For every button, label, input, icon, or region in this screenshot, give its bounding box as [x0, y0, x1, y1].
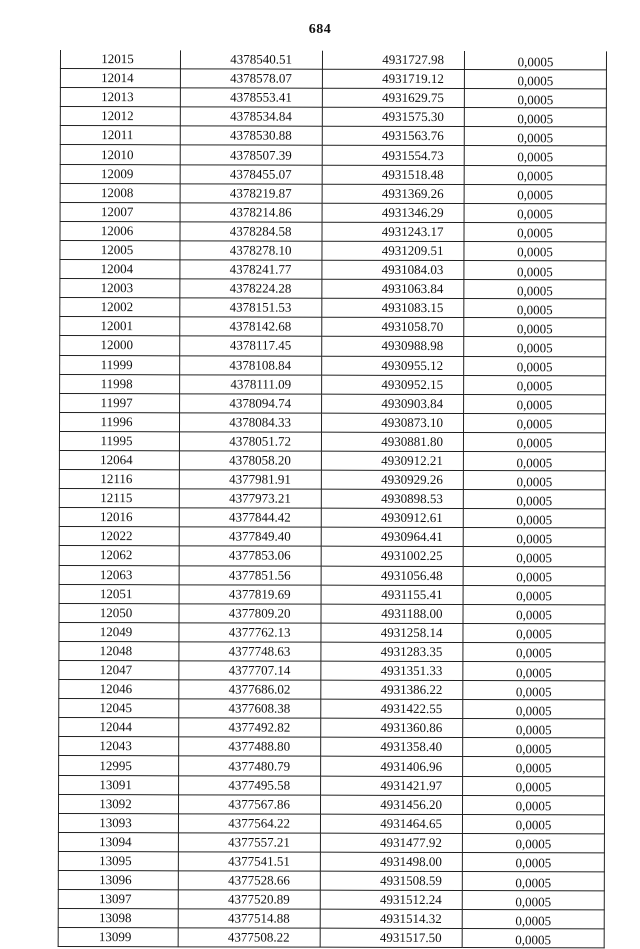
- point-number-cell: 12044: [59, 718, 179, 737]
- point-number-cell: 12011: [60, 126, 180, 145]
- error-value-cell: 0,0005: [464, 51, 606, 70]
- x-coordinate-cell: 4377564.22: [178, 814, 320, 833]
- x-coordinate-cell: 4378534.84: [180, 107, 322, 126]
- table-row: [60, 145, 606, 166]
- point-number-cell: 12062: [59, 546, 179, 565]
- y-coordinate-cell: 4930964.41: [321, 528, 463, 547]
- point-number-cell: 11996: [60, 412, 180, 431]
- y-coordinate-cell: 4931456.20: [321, 795, 463, 814]
- x-coordinate-cell: 4377686.02: [179, 680, 321, 699]
- point-number-cell: 12050: [59, 603, 179, 622]
- x-coordinate-cell: 4377488.80: [179, 737, 321, 756]
- error-value-cell: 0,0005: [462, 891, 604, 910]
- y-coordinate-cell: 4931243.17: [322, 222, 464, 241]
- y-coordinate-cell: 4931084.03: [322, 260, 464, 279]
- error-value-cell: 0,0005: [462, 910, 604, 929]
- y-coordinate-cell: 4931406.96: [321, 757, 463, 776]
- y-coordinate-cell: 4931498.00: [320, 852, 462, 871]
- x-coordinate-cell: 4377851.56: [179, 565, 321, 584]
- error-value-cell: 0,0005: [463, 471, 605, 490]
- error-value-cell: 0,0005: [464, 261, 606, 280]
- point-number-cell: 13096: [58, 871, 178, 890]
- x-coordinate-cell: 4378284.58: [180, 222, 322, 241]
- error-value-cell: 0,0005: [463, 700, 605, 719]
- error-value-cell: 0,0005: [464, 356, 606, 375]
- error-value-cell: 0,0005: [463, 662, 605, 681]
- table-row: [58, 909, 604, 930]
- y-coordinate-cell: 4930988.98: [322, 337, 464, 356]
- x-coordinate-cell: 4378540.51: [180, 50, 322, 69]
- point-number-cell: 12051: [59, 584, 179, 603]
- point-number-cell: 12001: [60, 317, 180, 336]
- table-row: [59, 603, 605, 624]
- error-value-cell: 0,0005: [463, 776, 605, 795]
- error-value-cell: 0,0005: [462, 872, 604, 891]
- y-coordinate-cell: 4931058.70: [322, 317, 464, 336]
- y-coordinate-cell: 4931554.73: [322, 146, 464, 165]
- error-value-cell: 0,0005: [463, 490, 605, 509]
- point-number-cell: 13097: [58, 890, 178, 909]
- x-coordinate-cell: 4378108.84: [180, 355, 322, 374]
- table-row: [60, 107, 606, 128]
- y-coordinate-cell: 4931155.41: [321, 585, 463, 604]
- y-coordinate-cell: 4931358.40: [321, 738, 463, 757]
- point-number-cell: 12116: [59, 470, 179, 489]
- table-row: [59, 775, 605, 796]
- point-number-cell: 12014: [60, 69, 180, 88]
- x-coordinate-cell: 4377849.40: [179, 527, 321, 546]
- x-coordinate-cell: 4378278.10: [180, 241, 322, 260]
- y-coordinate-cell: 4930873.10: [322, 413, 464, 432]
- table-row: [60, 88, 606, 109]
- point-number-cell: 12049: [59, 622, 179, 641]
- y-coordinate-cell: 4931063.84: [322, 279, 464, 298]
- x-coordinate-cell: 4377492.82: [179, 718, 321, 737]
- table-row: [59, 718, 605, 739]
- error-value-cell: 0,0005: [463, 604, 605, 623]
- error-value-cell: 0,0005: [463, 719, 605, 738]
- y-coordinate-cell: 4931512.24: [320, 890, 462, 909]
- y-coordinate-cell: 4931514.32: [320, 909, 462, 928]
- table-row: [60, 298, 606, 319]
- error-value-cell: 0,0005: [463, 566, 605, 585]
- table-row: [59, 756, 605, 777]
- x-coordinate-cell: 4378241.77: [180, 260, 322, 279]
- y-coordinate-cell: 4931727.98: [322, 51, 464, 70]
- error-value-cell: 0,0005: [463, 623, 605, 642]
- y-coordinate-cell: 4931258.14: [321, 623, 463, 642]
- error-value-cell: 0,0005: [464, 413, 606, 432]
- error-value-cell: 0,0005: [463, 452, 605, 471]
- error-value-cell: 0,0005: [463, 432, 605, 451]
- y-coordinate-cell: 4931508.59: [320, 871, 462, 890]
- y-coordinate-cell: 4930898.53: [321, 489, 463, 508]
- point-number-cell: 12046: [59, 680, 179, 699]
- table-row: [59, 622, 605, 643]
- table-row: [60, 221, 606, 242]
- table-row: [60, 50, 606, 70]
- y-coordinate-cell: 4931386.22: [321, 680, 463, 699]
- error-value-cell: 0,0005: [464, 299, 606, 318]
- page-number: 684: [308, 22, 332, 37]
- table-row: [59, 660, 605, 681]
- y-coordinate-cell: 4931575.30: [322, 107, 464, 126]
- point-number-cell: 11997: [60, 393, 180, 412]
- error-value-cell: 0,0005: [464, 241, 606, 260]
- error-value-cell: 0,0005: [464, 280, 606, 299]
- point-number-cell: 12010: [60, 145, 180, 164]
- y-coordinate-cell: 4931002.25: [321, 547, 463, 566]
- y-coordinate-cell: 4931517.50: [320, 928, 462, 947]
- table-row: [59, 565, 605, 586]
- error-value-cell: 0,0005: [464, 108, 606, 127]
- point-number-cell: 12007: [60, 202, 180, 221]
- error-value-cell: 0,0005: [463, 757, 605, 776]
- error-value-cell: 0,0005: [462, 814, 604, 833]
- y-coordinate-cell: 4930929.26: [321, 470, 463, 489]
- point-number-cell: 12004: [60, 260, 180, 279]
- x-coordinate-cell: 4377520.89: [178, 890, 320, 909]
- x-coordinate-cell: 4377495.58: [179, 775, 321, 794]
- x-coordinate-cell: 4377981.91: [179, 470, 321, 489]
- x-coordinate-cell: 4377762.13: [179, 623, 321, 642]
- error-value-cell: 0,0005: [463, 509, 605, 528]
- point-number-cell: 12047: [59, 660, 179, 679]
- x-coordinate-cell: 4377819.69: [179, 584, 321, 603]
- x-coordinate-cell: 4377480.79: [179, 756, 321, 775]
- y-coordinate-cell: 4931422.55: [321, 699, 463, 718]
- table-row: [60, 69, 606, 90]
- table-row: [60, 355, 606, 376]
- table-row: [59, 508, 605, 529]
- table-row: [59, 680, 605, 701]
- point-number-cell: 13099: [58, 928, 178, 947]
- error-value-cell: 0,0005: [463, 642, 605, 661]
- table-row: [60, 126, 606, 147]
- error-value-cell: 0,0005: [464, 184, 606, 203]
- error-value-cell: 0,0005: [464, 337, 606, 356]
- x-coordinate-cell: 4377557.21: [178, 833, 320, 852]
- y-coordinate-cell: 4930912.21: [321, 451, 463, 470]
- error-value-cell: 0,0005: [464, 203, 606, 222]
- x-coordinate-cell: 4378117.45: [180, 336, 322, 355]
- y-coordinate-cell: 4930881.80: [321, 432, 463, 451]
- x-coordinate-cell: 4378214.86: [180, 203, 322, 222]
- x-coordinate-cell: 4378151.53: [180, 298, 322, 317]
- point-number-cell: 12012: [60, 107, 180, 126]
- error-value-cell: 0,0005: [463, 547, 605, 566]
- table-row: [60, 202, 606, 223]
- x-coordinate-cell: 4377748.63: [179, 642, 321, 661]
- table-row: [59, 546, 605, 567]
- y-coordinate-cell: 4931083.15: [322, 298, 464, 317]
- error-value-cell: 0,0005: [464, 89, 606, 108]
- x-coordinate-cell: 4378051.72: [179, 432, 321, 451]
- error-value-cell: 0,0005: [464, 127, 606, 146]
- y-coordinate-cell: 4930912.61: [321, 508, 463, 527]
- point-number-cell: 12063: [59, 565, 179, 584]
- table-row: [58, 890, 604, 911]
- table-row: [60, 317, 606, 338]
- y-coordinate-cell: 4931351.33: [321, 661, 463, 680]
- point-number-cell: 12995: [59, 756, 179, 775]
- error-value-cell: 0,0005: [463, 795, 605, 814]
- error-value-cell: 0,0005: [464, 318, 606, 337]
- table-row: [60, 374, 606, 395]
- x-coordinate-cell: 4378224.28: [180, 279, 322, 298]
- point-number-cell: 12000: [60, 336, 180, 355]
- point-number-cell: 12015: [60, 50, 180, 69]
- error-value-cell: 0,0005: [464, 375, 606, 394]
- x-coordinate-cell: 4378084.33: [180, 413, 322, 432]
- error-value-cell: 0,0005: [464, 146, 606, 165]
- y-coordinate-cell: 4930952.15: [322, 375, 464, 394]
- table-row: [60, 336, 606, 357]
- point-number-cell: 12006: [60, 221, 180, 240]
- error-value-cell: 0,0005: [464, 70, 606, 89]
- table-row: [60, 164, 606, 185]
- coordinates-table-body: [58, 50, 606, 948]
- error-value-cell: 0,0005: [462, 929, 604, 948]
- error-value-cell: 0,0005: [462, 833, 604, 852]
- x-coordinate-cell: 4377567.86: [179, 794, 321, 813]
- y-coordinate-cell: 4931629.75: [322, 88, 464, 107]
- error-value-cell: 0,0005: [464, 222, 606, 241]
- table-row: [59, 584, 605, 605]
- table-row: [60, 260, 606, 281]
- x-coordinate-cell: 4378578.07: [180, 69, 322, 88]
- error-value-cell: 0,0005: [462, 852, 604, 871]
- y-coordinate-cell: 4931518.48: [322, 165, 464, 184]
- x-coordinate-cell: 4378507.39: [180, 145, 322, 164]
- y-coordinate-cell: 4931464.65: [320, 814, 462, 833]
- table-row: [60, 183, 606, 204]
- y-coordinate-cell: 4931477.92: [320, 833, 462, 852]
- point-number-cell: 12009: [60, 164, 180, 183]
- point-number-cell: 12045: [59, 699, 179, 718]
- table-row: [59, 527, 605, 548]
- y-coordinate-cell: 4931719.12: [322, 69, 464, 88]
- y-coordinate-cell: 4931346.29: [322, 203, 464, 222]
- y-coordinate-cell: 4931421.97: [321, 776, 463, 795]
- y-coordinate-cell: 4931209.51: [322, 241, 464, 260]
- table-row: [59, 470, 605, 491]
- coordinates-table: [58, 50, 607, 949]
- point-number-cell: 11999: [60, 355, 180, 374]
- y-coordinate-cell: 4931188.00: [321, 604, 463, 623]
- table-row: [59, 699, 605, 720]
- table-row: [59, 794, 605, 815]
- x-coordinate-cell: 4378530.88: [180, 126, 322, 145]
- table-row: [59, 641, 605, 662]
- error-value-cell: 0,0005: [463, 585, 605, 604]
- x-coordinate-cell: 4377514.88: [178, 909, 320, 928]
- table-row: [58, 851, 604, 872]
- error-value-cell: 0,0005: [463, 528, 605, 547]
- table-row: [59, 737, 605, 758]
- x-coordinate-cell: 4377541.51: [178, 852, 320, 871]
- x-coordinate-cell: 4378111.09: [180, 374, 322, 393]
- y-coordinate-cell: 4931369.26: [322, 184, 464, 203]
- table-row: [58, 928, 604, 949]
- point-number-cell: 12064: [59, 450, 179, 469]
- point-number-cell: 13098: [58, 909, 178, 928]
- x-coordinate-cell: 4378553.41: [180, 88, 322, 107]
- y-coordinate-cell: 4931283.35: [321, 642, 463, 661]
- point-number-cell: 12003: [60, 279, 180, 298]
- point-number-cell: 13094: [58, 832, 178, 851]
- x-coordinate-cell: 4378094.74: [180, 394, 322, 413]
- x-coordinate-cell: 4377844.42: [179, 508, 321, 527]
- y-coordinate-cell: 4931563.76: [322, 127, 464, 146]
- x-coordinate-cell: 4377508.22: [178, 928, 320, 947]
- table-row: [60, 279, 606, 300]
- point-number-cell: 12115: [59, 489, 179, 508]
- x-coordinate-cell: 4377809.20: [179, 604, 321, 623]
- x-coordinate-cell: 4377707.14: [179, 661, 321, 680]
- y-coordinate-cell: 4930903.84: [322, 394, 464, 413]
- point-number-cell: 12005: [60, 240, 180, 259]
- point-number-cell: 11998: [60, 374, 180, 393]
- point-number-cell: 13093: [58, 813, 178, 832]
- error-value-cell: 0,0005: [463, 738, 605, 757]
- point-number-cell: 13091: [59, 775, 179, 794]
- x-coordinate-cell: 4377528.66: [178, 871, 320, 890]
- x-coordinate-cell: 4377853.06: [179, 546, 321, 565]
- x-coordinate-cell: 4378219.87: [180, 183, 322, 202]
- error-value-cell: 0,0005: [463, 681, 605, 700]
- table-row: [59, 450, 605, 471]
- point-number-cell: 12048: [59, 641, 179, 660]
- table-row: [60, 412, 606, 433]
- point-number-cell: 12022: [59, 527, 179, 546]
- point-number-cell: 11995: [59, 431, 179, 450]
- table-row: [60, 240, 606, 261]
- x-coordinate-cell: 4378058.20: [179, 451, 321, 470]
- x-coordinate-cell: 4377973.21: [179, 489, 321, 508]
- error-value-cell: 0,0005: [464, 165, 606, 184]
- table-row: [59, 489, 605, 510]
- error-value-cell: 0,0005: [464, 394, 606, 413]
- point-number-cell: 12008: [60, 183, 180, 202]
- x-coordinate-cell: 4377608.38: [179, 699, 321, 718]
- y-coordinate-cell: 4931360.86: [321, 718, 463, 737]
- table-row: [59, 431, 605, 452]
- table-row: [58, 813, 604, 834]
- x-coordinate-cell: 4378455.07: [180, 164, 322, 183]
- x-coordinate-cell: 4378142.68: [180, 317, 322, 336]
- table-row: [58, 871, 604, 892]
- y-coordinate-cell: 4931056.48: [321, 566, 463, 585]
- y-coordinate-cell: 4930955.12: [322, 356, 464, 375]
- point-number-cell: 12013: [60, 88, 180, 107]
- table-row: [58, 832, 604, 853]
- point-number-cell: 13095: [58, 851, 178, 870]
- point-number-cell: 13092: [59, 794, 179, 813]
- point-number-cell: 12002: [60, 298, 180, 317]
- point-number-cell: 12043: [59, 737, 179, 756]
- point-number-cell: 12016: [59, 508, 179, 527]
- table-row: [60, 393, 606, 414]
